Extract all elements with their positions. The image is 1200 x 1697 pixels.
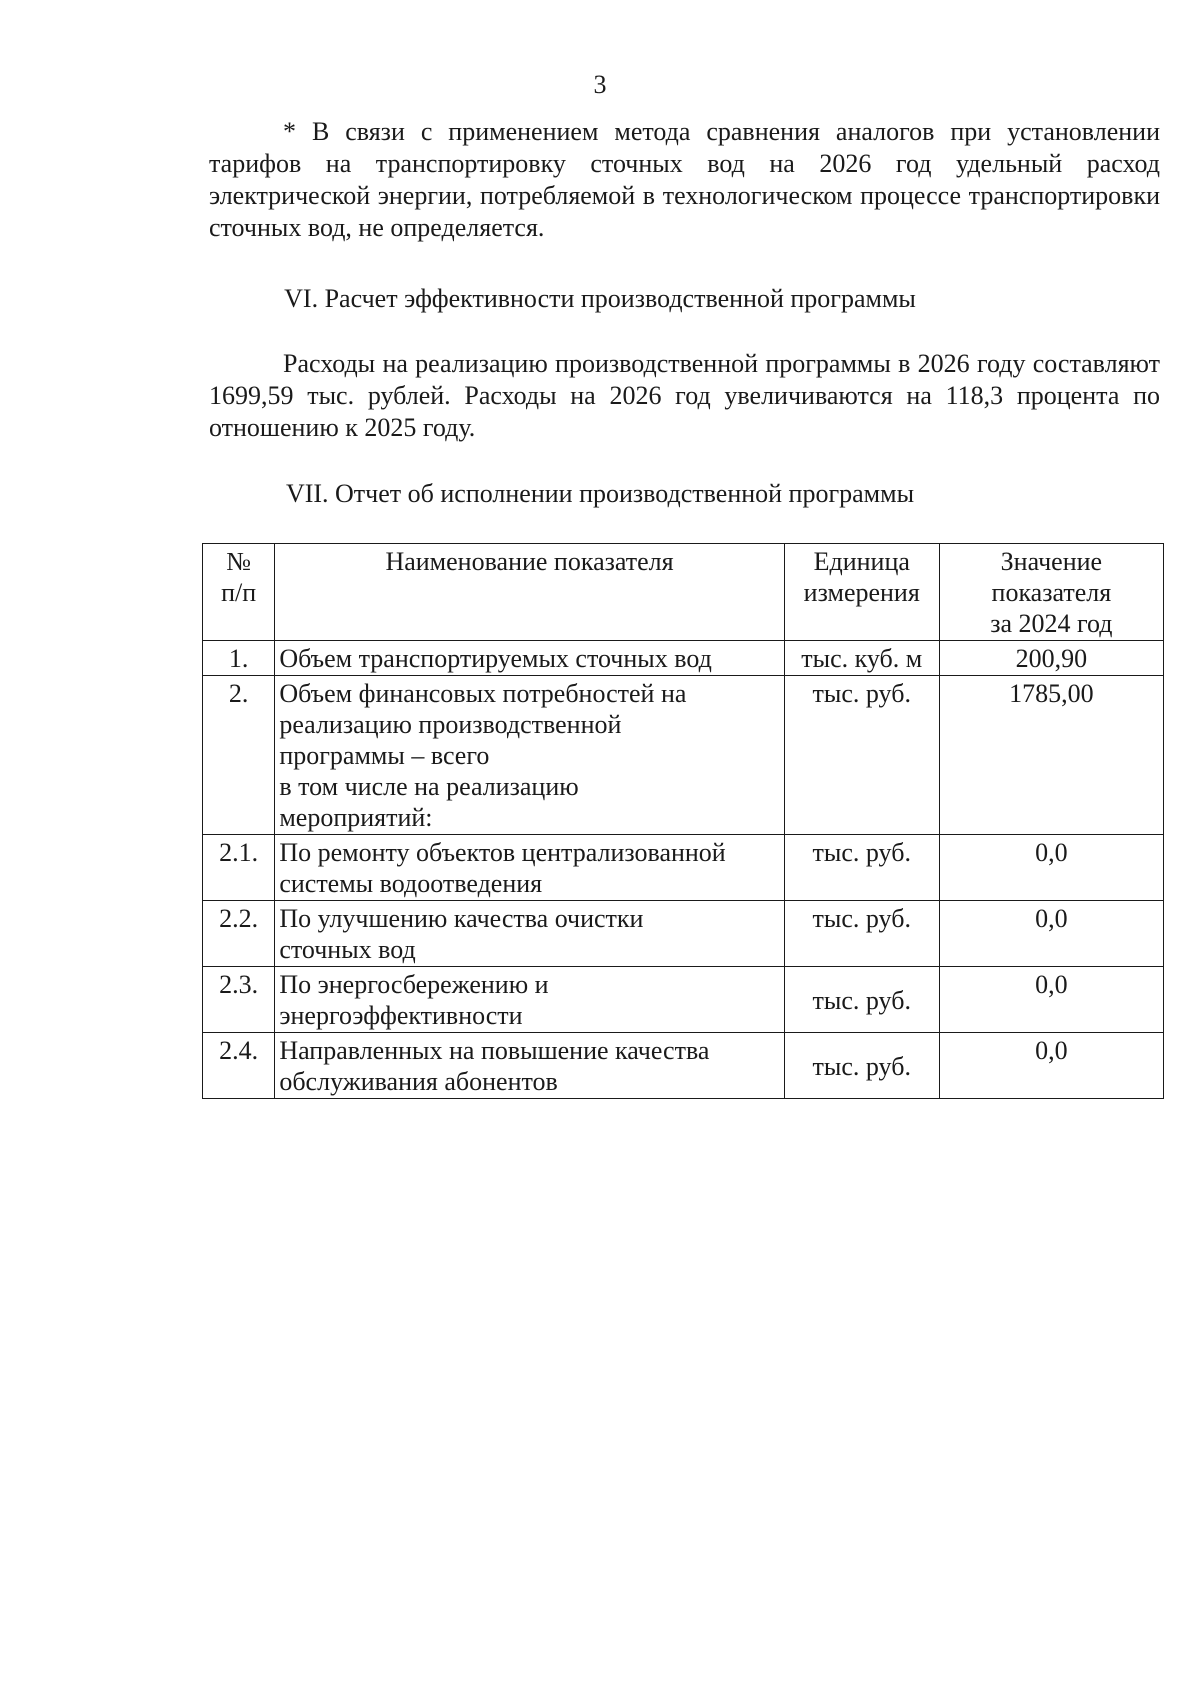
row-num: 2.3. [203,967,275,1033]
table-row [203,676,1164,835]
footnote-block [209,116,1160,244]
section-7-heading: VII. Отчет об исполнении производственной программы [285,479,915,508]
row-unit: тыс. руб. [784,901,939,967]
row-value: 0,0 [939,1033,1163,1099]
row-value: 0,0 [939,901,1163,967]
header-num: № п/п [203,544,275,641]
row-name: По улучшению качества очистки сточных вод [275,901,784,967]
row-value: 0,0 [939,835,1163,901]
row-unit: тыс. руб. [784,676,939,835]
header-value: Значение показателя за 2024 год [939,544,1163,641]
table-row [203,1033,1164,1099]
row-unit: тыс. руб. [784,835,939,901]
section-6-heading: VI. Расчет эффективности производственной программы [284,284,916,313]
row-num: 2.1. [203,835,275,901]
row-num: 1. [203,641,275,676]
header-name: Наименование показателя [275,544,784,641]
efficiency-block [209,348,1160,444]
row-name: Направленных на повышение качества обслуживания абонентов [275,1033,784,1099]
table-row [203,901,1164,967]
row-unit: тыс. куб. м [784,641,939,676]
header-unit: Единица измерения [784,544,939,641]
page-number: 3 [593,70,607,99]
efficiency-text: Расходы на реализацию производственной программы в 2026 году составляют 1699,59 тыс. рублей. Расходы на 2026 год увеличиваются на 118,3 процента по отношению к 2025 году. [209,349,1160,442]
row-unit: тыс. руб. [784,967,939,1033]
row-name: Объем транспортируемых сточных вод [275,641,784,676]
row-name: По энергосбережению и энергоэффективности [275,967,784,1033]
row-num: 2.4. [203,1033,275,1099]
header-row [203,544,1164,641]
footnote-text: * В связи с применением метода сравнения аналогов при установлении тарифов на транспортировку сточных вод на 2026 год удельный расход электрической энергии, потребляемой в технологическом процессе транспортировки сточных вод, не определяется. [209,117,1160,242]
row-num: 2.2. [203,901,275,967]
row-value: 0,0 [939,967,1163,1033]
table-header [203,544,1164,641]
row-value: 200,90 [939,641,1163,676]
table-body [203,641,1164,1099]
row-unit: тыс. руб. [784,1033,939,1099]
table-row [203,835,1164,901]
report-table [202,543,1164,1099]
row-value: 1785,00 [939,676,1163,835]
row-name: Объем финансовых потребностей на реализацию производственной программы – всего в том числе на реализацию мероприятий: [275,676,784,835]
row-name: По ремонту объектов централизованной системы водоотведения [275,835,784,901]
table-row [203,967,1164,1033]
table-row [203,641,1164,676]
row-num: 2. [203,676,275,835]
